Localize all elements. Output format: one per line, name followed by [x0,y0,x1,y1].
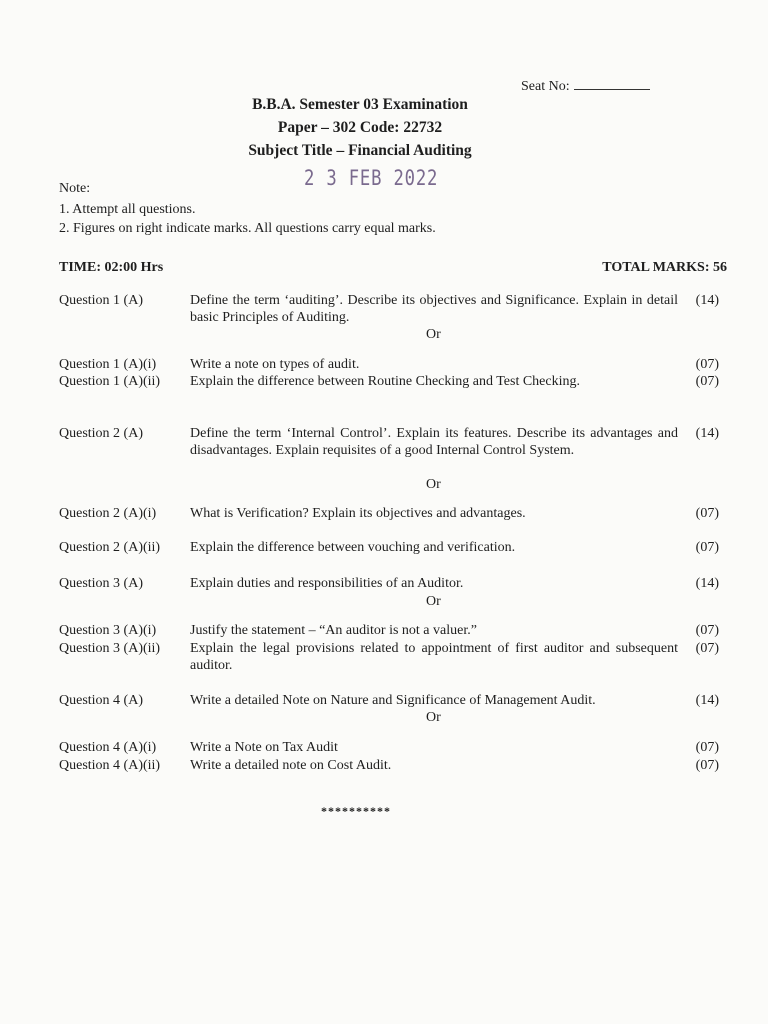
question-marks: (07) [695,506,719,521]
question-label: Question 2 (A)(ii) [59,540,161,555]
question-marks: (07) [695,540,719,555]
question-text: Explain the legal provisions related to appointment of first auditor and subsequent auditor. [190,641,678,673]
question-text: Write a detailed note on Cost Audit. [190,758,392,773]
seat-number-blank [574,77,650,90]
seat-number-label: Seat No: [521,79,570,94]
end-of-paper-marker: ********** [321,804,391,818]
question-marks: (07) [695,641,719,656]
subject-title: Subject Title – Financial Auditing [248,142,472,159]
date-stamp: 2 3 FEB 2022 [304,166,439,190]
question-label: Question 1 (A)(i) [59,357,157,372]
note-title: Note: [59,181,91,196]
or-divider-2: Or [426,477,441,492]
note-item-1: 1. Attempt all questions. [59,202,196,217]
question-label: Question 4 (A) [59,693,143,708]
question-text: Justify the statement – “An auditor is not a valuer.” [190,623,477,638]
question-marks: (07) [695,357,719,372]
question-text: Explain the difference between Routine Checking and Test Checking. [190,374,580,389]
question-text: Write a Note on Tax Audit [190,740,338,755]
question-text: Explain duties and responsibilities of an Auditor. [190,576,464,591]
question-marks: (14) [695,576,719,591]
question-label: Question 1 (A)(ii) [59,374,161,389]
question-marks: (07) [695,740,719,755]
question-label: Question 4 (A)(ii) [59,758,161,773]
question-text: Write a note on types of audit. [190,357,360,372]
question-text: Define the term ‘auditing’. Describe its objectives and Significance. Explain in detail basic Principles of Auditing. [190,293,678,325]
total-marks: TOTAL MARKS: 56 [602,260,727,275]
question-text: Define the term ‘Internal Control’. Explain its features. Describe its advantages and disadvantages. Explain requisites of a good Internal Control System. [190,426,678,458]
question-text: Explain the difference between vouching and verification. [190,540,516,555]
paper-code: Paper – 302 Code: 22732 [277,119,443,136]
or-divider-4: Or [426,710,441,725]
seat-number-field [521,77,650,95]
question-label: Question 1 (A) [59,293,143,308]
question-label: Question 3 (A)(ii) [59,641,161,656]
question-marks: (07) [695,758,719,773]
exam-duration: TIME: 02:00 Hrs [59,260,164,275]
question-label: Question 4 (A)(i) [59,740,157,755]
question-text: What is Verification? Explain its objectives and advantages. [190,506,526,521]
note-item-2: 2. Figures on right indicate marks. All questions carry equal marks. [59,221,436,236]
or-divider-3: Or [426,594,441,609]
exam-title: B.B.A. Semester 03 Examination [252,96,468,113]
question-label: Question 2 (A) [59,426,143,441]
question-label: Question 3 (A)(i) [59,623,157,638]
question-label: Question 3 (A) [59,576,143,591]
question-marks: (07) [695,374,719,389]
question-text: Write a detailed Note on Nature and Significance of Management Audit. [190,693,596,708]
question-marks: (07) [695,623,719,638]
question-marks: (14) [695,426,719,441]
question-marks: (14) [695,693,719,708]
question-marks: (14) [695,293,719,308]
or-divider-1: Or [426,327,441,342]
question-label: Question 2 (A)(i) [59,506,157,521]
